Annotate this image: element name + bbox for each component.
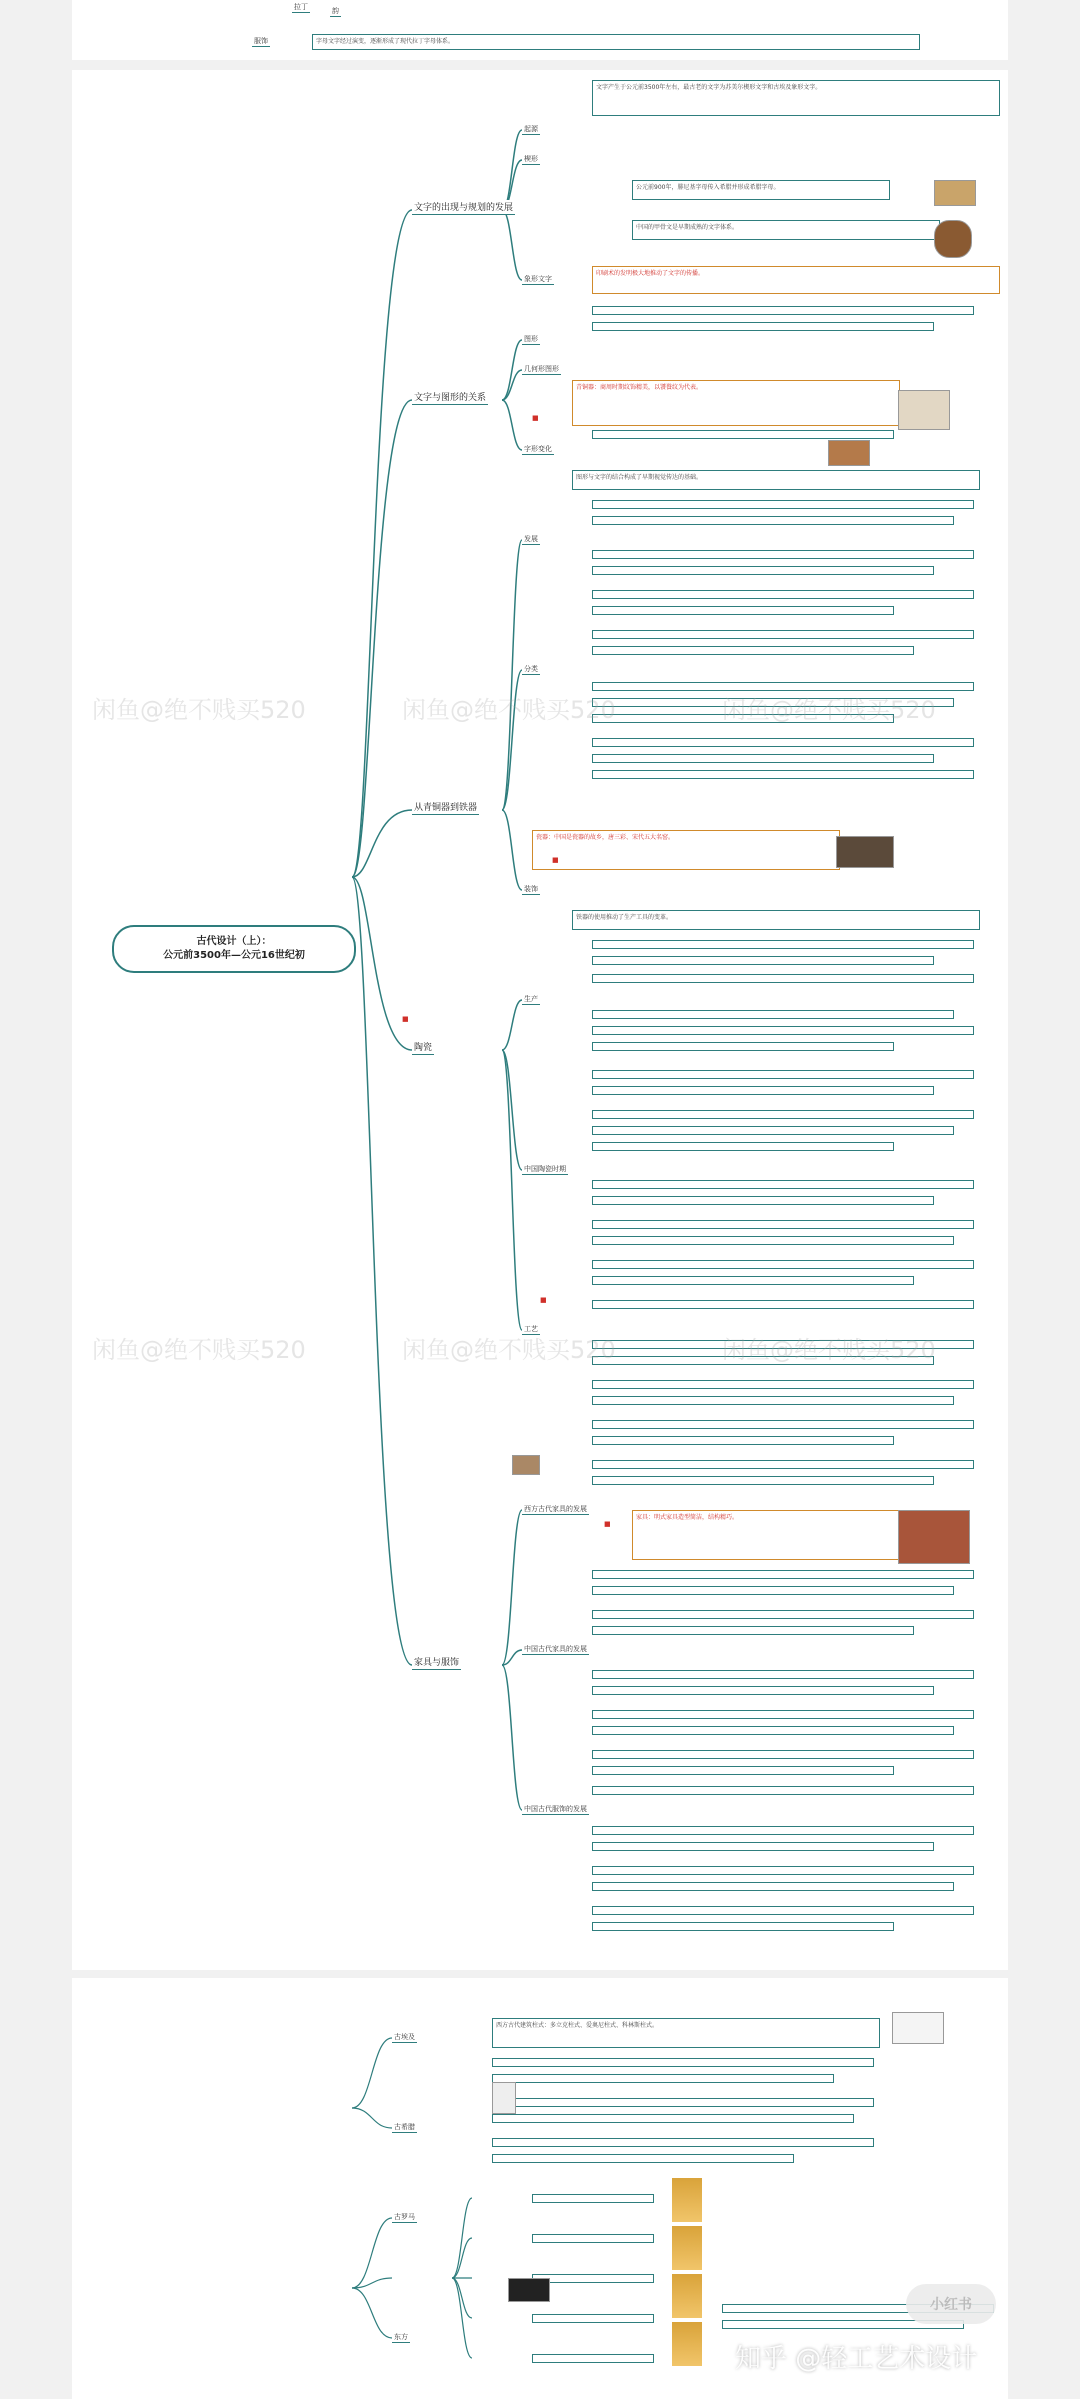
note-red-text: 家具：明式家具造型简洁，结构精巧。 [636, 1514, 739, 1521]
watermark-text: 闲鱼@绝不贱买520 [722, 1336, 936, 1364]
placeholder-row [492, 2074, 834, 2083]
artifact-image [512, 1455, 540, 1475]
sub-node: 古罗马 [394, 2213, 415, 2221]
highlight-tag: ■ [604, 1520, 611, 1528]
placeholder-row [592, 1110, 974, 1119]
note-red-text: 青铜器：商周时期纹饰精美，以饕餮纹为代表。 [576, 384, 703, 391]
placeholder-row [592, 1180, 974, 1189]
doric-column-icon [672, 2178, 702, 2222]
artifact-image [828, 440, 870, 466]
placeholder-row [592, 974, 974, 983]
note-red-text: 印刷术的发明极大地推动了文字的传播。 [596, 270, 705, 277]
branch-furniture-clothing: 家具与服饰 [412, 1655, 461, 1670]
placeholder-row [592, 516, 954, 525]
placeholder-row [492, 2138, 874, 2147]
highlight-tag: ■ [552, 856, 559, 864]
note-red-text: 瓷器：中国是瓷器的故乡，唐三彩、宋代五大名窑。 [536, 834, 675, 841]
note-box: 铁器的使用推动了生产工具的变革。 [572, 910, 980, 930]
placeholder-row [492, 2098, 874, 2107]
sub-node: 中国古代服饰的发展 [524, 1805, 587, 1813]
placeholder-row [532, 2274, 654, 2283]
placeholder-row [592, 606, 894, 615]
sub-node: 拉丁 [294, 3, 308, 11]
textile-image [898, 1510, 970, 1564]
placeholder-row [592, 1356, 934, 1365]
highlight-tag: ■ [402, 1015, 409, 1023]
placeholder-row [592, 1196, 934, 1205]
placeholder-row [532, 2354, 654, 2363]
mindmap-page [72, 70, 1008, 1970]
placeholder-row [592, 1866, 974, 1875]
sub-node: 起源 [524, 125, 538, 133]
note-box: 文字产生于公元前3500年左右，最古老的文字为苏美尔楔形文字和古埃及象形文字。 [592, 80, 1000, 116]
placeholder-row [592, 1476, 934, 1485]
placeholder-row [592, 1126, 954, 1135]
sub-node: 古希腊 [394, 2123, 415, 2131]
placeholder-row [592, 1460, 974, 1469]
connector-lines [72, 70, 1008, 1970]
placeholder-row [592, 682, 974, 691]
placeholder-row [592, 1766, 894, 1775]
corinthian-column-icon [672, 2274, 702, 2318]
placeholder-row [592, 714, 894, 723]
branch-text-graphics: 文字与图形的关系 [412, 390, 488, 405]
temple-illustration [892, 2012, 944, 2044]
watermark-text: 闲鱼@绝不贱买520 [92, 1336, 306, 1364]
placeholder-row [592, 1882, 954, 1891]
placeholder-row [592, 1626, 914, 1635]
placeholder-row [592, 1300, 974, 1309]
columns-illustration [508, 2278, 550, 2302]
placeholder-row [592, 1026, 974, 1035]
artifact-image [836, 836, 894, 868]
placeholder-row [592, 1710, 974, 1719]
placeholder-row [592, 956, 934, 965]
sub-node: 中国古代家具的发展 [524, 1645, 587, 1653]
watermark-text: 闲鱼@绝不贱买520 [402, 1336, 616, 1364]
placeholder-row [592, 1086, 934, 1095]
note-highlight [572, 380, 900, 426]
branch-writing: 文字的出现与规划的发展 [412, 200, 515, 215]
sub-node: 服饰 [254, 37, 268, 45]
manuscript-image [898, 390, 950, 430]
root-node [112, 925, 356, 973]
placeholder-row [592, 1570, 974, 1579]
sub-node: 图形 [524, 335, 538, 343]
placeholder-row [592, 698, 954, 707]
placeholder-row [592, 1276, 914, 1285]
sub-node: 中国陶瓷时期 [524, 1165, 566, 1173]
sub-node: 分类 [524, 665, 538, 673]
sub-node: 工艺 [524, 1325, 538, 1333]
branch-bronze-iron: 从青铜器到铁器 [412, 800, 479, 815]
sub-node: 生产 [524, 995, 538, 1003]
placeholder-row [592, 646, 914, 655]
placeholder-row [592, 1042, 894, 1051]
placeholder-row [592, 590, 974, 599]
placeholder-row [592, 940, 974, 949]
watermark-text: 闲鱼@绝不贱买520 [402, 696, 616, 724]
mindmap-page-bottom [72, 1978, 1008, 2399]
placeholder-row [592, 1826, 974, 1835]
sub-node: 楔形 [524, 155, 538, 163]
highlight-tag: ■ [540, 1296, 547, 1304]
placeholder-row [592, 770, 974, 779]
note-box: 图形与文字的结合构成了早期视觉传达的基础。 [572, 470, 980, 490]
highlight-tag: ■ [532, 414, 539, 422]
note-box: 公元前900年，腓尼基字母传入希腊并形成希腊字母。 [632, 180, 890, 200]
watermark-text: 闲鱼@绝不贱买520 [92, 696, 306, 724]
placeholder-row [592, 1010, 954, 1019]
placeholder-row [592, 1726, 954, 1735]
artifact-image [934, 180, 976, 206]
placeholder-row [592, 1236, 954, 1245]
placeholder-row [592, 1586, 954, 1595]
placeholder-row [592, 1396, 954, 1405]
placeholder-row [592, 322, 934, 331]
sub-node: 西方古代家具的发展 [524, 1505, 587, 1513]
placeholder-row [592, 1922, 894, 1931]
placeholder-row [592, 738, 974, 747]
placeholder-row [592, 550, 974, 559]
footer-watermark: 知乎 @轻工艺术设计 [735, 2344, 978, 2374]
sub-node: 发展 [524, 535, 538, 543]
page-fragment-top [72, 0, 1008, 60]
placeholder-row [592, 566, 934, 575]
placeholder-row [532, 2314, 654, 2323]
placeholder-row [592, 306, 974, 315]
sub-node: 韵 [332, 7, 339, 15]
xiaohongshu-badge: 小红书 [906, 2284, 996, 2324]
placeholder-row [532, 2234, 654, 2243]
placeholder-row [532, 2194, 654, 2203]
sub-node: 古埃及 [394, 2033, 415, 2041]
placeholder-row [592, 1142, 894, 1151]
placeholder-row [592, 1686, 934, 1695]
placeholder-row [592, 1906, 974, 1915]
note-box: 字母文字经过演变，逐渐形成了现代拉丁字母体系。 [312, 34, 920, 50]
placeholder-row [592, 630, 974, 639]
placeholder-row [592, 1786, 974, 1795]
placeholder-row [592, 1842, 934, 1851]
sub-node: 字形变化 [524, 445, 552, 453]
placeholder-row [592, 430, 894, 439]
sub-node: 东方 [394, 2333, 408, 2341]
placeholder-row [592, 1340, 974, 1349]
placeholder-row [592, 1750, 974, 1759]
placeholder-row [592, 1260, 974, 1269]
placeholder-row [592, 1670, 974, 1679]
sub-node: 象形文字 [524, 275, 552, 283]
placeholder-row [592, 500, 974, 509]
placeholder-row [592, 1436, 894, 1445]
sub-node: 装饰 [524, 885, 538, 893]
placeholder-row [592, 1420, 974, 1429]
placeholder-row [592, 754, 934, 763]
placeholder-row [492, 2154, 794, 2163]
placeholder-row [592, 1220, 974, 1229]
note-highlight [592, 266, 1000, 294]
placeholder-row [492, 2058, 874, 2067]
column-illustration [492, 2082, 516, 2114]
ionic-column-icon [672, 2226, 702, 2270]
artifact-image [934, 220, 972, 258]
note-highlight [632, 1510, 900, 1560]
placeholder-row [592, 1610, 974, 1619]
note-highlight [532, 830, 840, 870]
root-subtitle: 公元前3500年—公元16世纪初 [163, 950, 305, 961]
note-box: 西方古代建筑柱式：多立克柱式、爱奥尼柱式、科林斯柱式。 [492, 2018, 880, 2048]
placeholder-row [592, 1070, 974, 1079]
placeholder-row [592, 1380, 974, 1389]
branch-ceramics: 陶瓷 [412, 1040, 434, 1055]
note-box: 中国的甲骨文是早期成熟的文字体系。 [632, 220, 940, 240]
watermark-text: 闲鱼@绝不贱买520 [722, 696, 936, 724]
root-title: 古代设计（上）： [196, 936, 272, 947]
placeholder-row [492, 2114, 854, 2123]
tuscan-column-icon [672, 2322, 702, 2366]
sub-node: 几何形图形 [524, 365, 559, 373]
